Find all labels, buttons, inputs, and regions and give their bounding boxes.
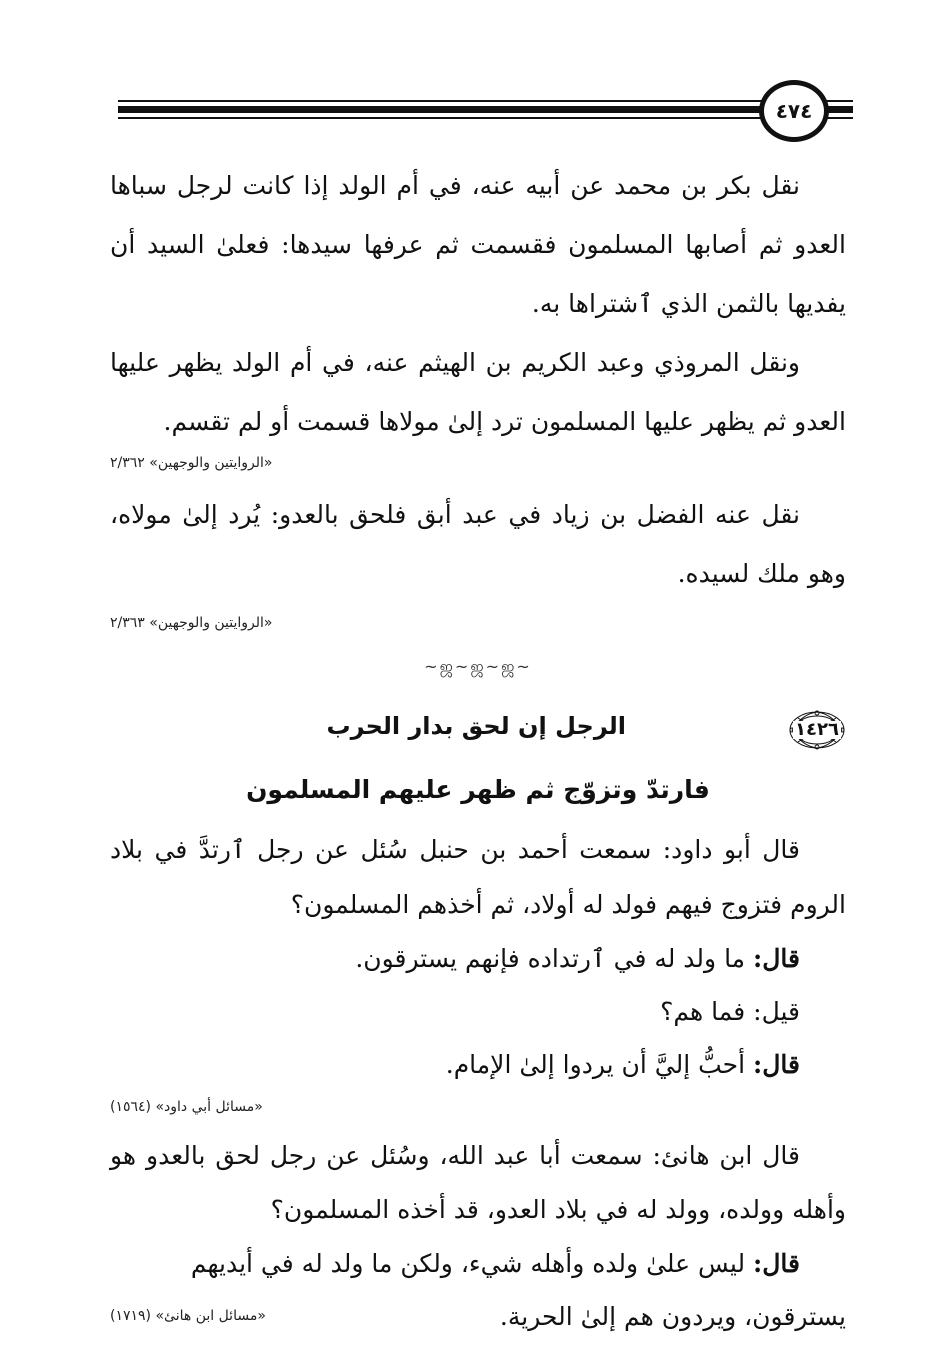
qa-text: أحبُّ إليَّ أن يردوا إلىٰ الإمام. xyxy=(445,1050,754,1079)
citation-masail-ibn-hani: «مسائل ابن هانئ» (١٧١٩) xyxy=(110,1308,266,1324)
citation-text: «مسائل أبي داود» (١٥٦٤) xyxy=(110,1099,263,1115)
qa-text: ما ولد له في ٱرتداده فإنهم يسترقون. xyxy=(355,944,754,973)
paragraph-abu-dawud: قال أبو داود: سمعت أحمد بن حنبل سُئل عن رجل ٱرتدَّ في بلاد الروم فتزوج فيهم فولد له أولاد، ثم أخذهم المسلمون؟ xyxy=(110,835,846,919)
qa-text: فما هم؟ xyxy=(660,997,754,1026)
qa-line-2 xyxy=(110,985,846,1038)
qa-label: قال: xyxy=(753,1249,800,1278)
section-title-line2: فارتدّ وتزوّج ثم ظهر عليهم المسلمون xyxy=(246,775,710,804)
qa-text: ليس علىٰ ولده وأهله شيء، ولكن ما ولد له في أيديهم xyxy=(190,1249,754,1278)
page-header xyxy=(118,72,853,156)
page-number: ٤٧٤ xyxy=(759,80,829,142)
section-number: ١٤٢٦ xyxy=(795,719,839,740)
citation-riwayatayn-363 xyxy=(110,611,846,635)
qa-line-1 xyxy=(110,932,846,985)
citation-text: «الروايتين والوجهين» ٢/٣٦٢ xyxy=(110,455,273,471)
paragraph-marwadhi: ونقل المروذي وعبد الكريم بن الهيثم عنه، في أم الولد يظهر عليها العدو ثم يظهر عليها المسلمون ترد إلىٰ مولاها قسمت أو لم تقسم. xyxy=(110,348,846,436)
header-rule-thin-top xyxy=(118,100,853,102)
qa-label: قيل: xyxy=(753,997,800,1026)
final-line-text: يسترقون، ويردون هم إلىٰ الحرية. xyxy=(499,1302,846,1331)
ornamental-divider: ~ஜ~ஜ~ஜ~ xyxy=(424,657,532,676)
qa-label: قال: xyxy=(753,944,800,973)
paragraph-bakr: نقل بكر بن محمد عن أبيه عنه، في أم الولد إذا كانت لرجل سباها العدو ثم أصابها المسلمون فقسمت ثم عرفها سيدها: فعلىٰ السيد أن يفديها بالثمن الذي ٱشتراها به. xyxy=(110,171,846,318)
paragraph-ibn-hani: قال ابن هانئ: سمعت أبا عبد الله، وسُئل عن رجل لحق بالعدو هو وأهله وولده، وولد له في بلاد العدو، قد أخذه المسلمون؟ xyxy=(110,1141,846,1224)
paragraph-fadl: نقل عنه الفضل بن زياد في عبد أبق فلحق بالعدو: يُرد إلىٰ مولاه، وهو ملك لسيده. xyxy=(110,500,846,588)
citation-riwayatayn-362 xyxy=(110,451,846,475)
header-rule-thick xyxy=(118,106,853,113)
page-content xyxy=(110,156,846,1343)
qa-label: قال: xyxy=(753,1050,800,1079)
section-title-line1: الرجل إن لحق بدار الحرب xyxy=(326,712,626,740)
final-line xyxy=(110,1290,846,1343)
header-rules xyxy=(118,100,853,120)
section-number-badge xyxy=(788,710,846,750)
citation-masail-abi-dawud xyxy=(110,1095,846,1119)
header-rule-thin-bottom xyxy=(118,117,853,119)
section-heading xyxy=(110,706,846,758)
citation-text: «الروايتين والوجهين» ٢/٣٦٣ xyxy=(110,615,273,631)
qa-line-3 xyxy=(110,1038,846,1091)
qa-line-4 xyxy=(110,1237,846,1290)
